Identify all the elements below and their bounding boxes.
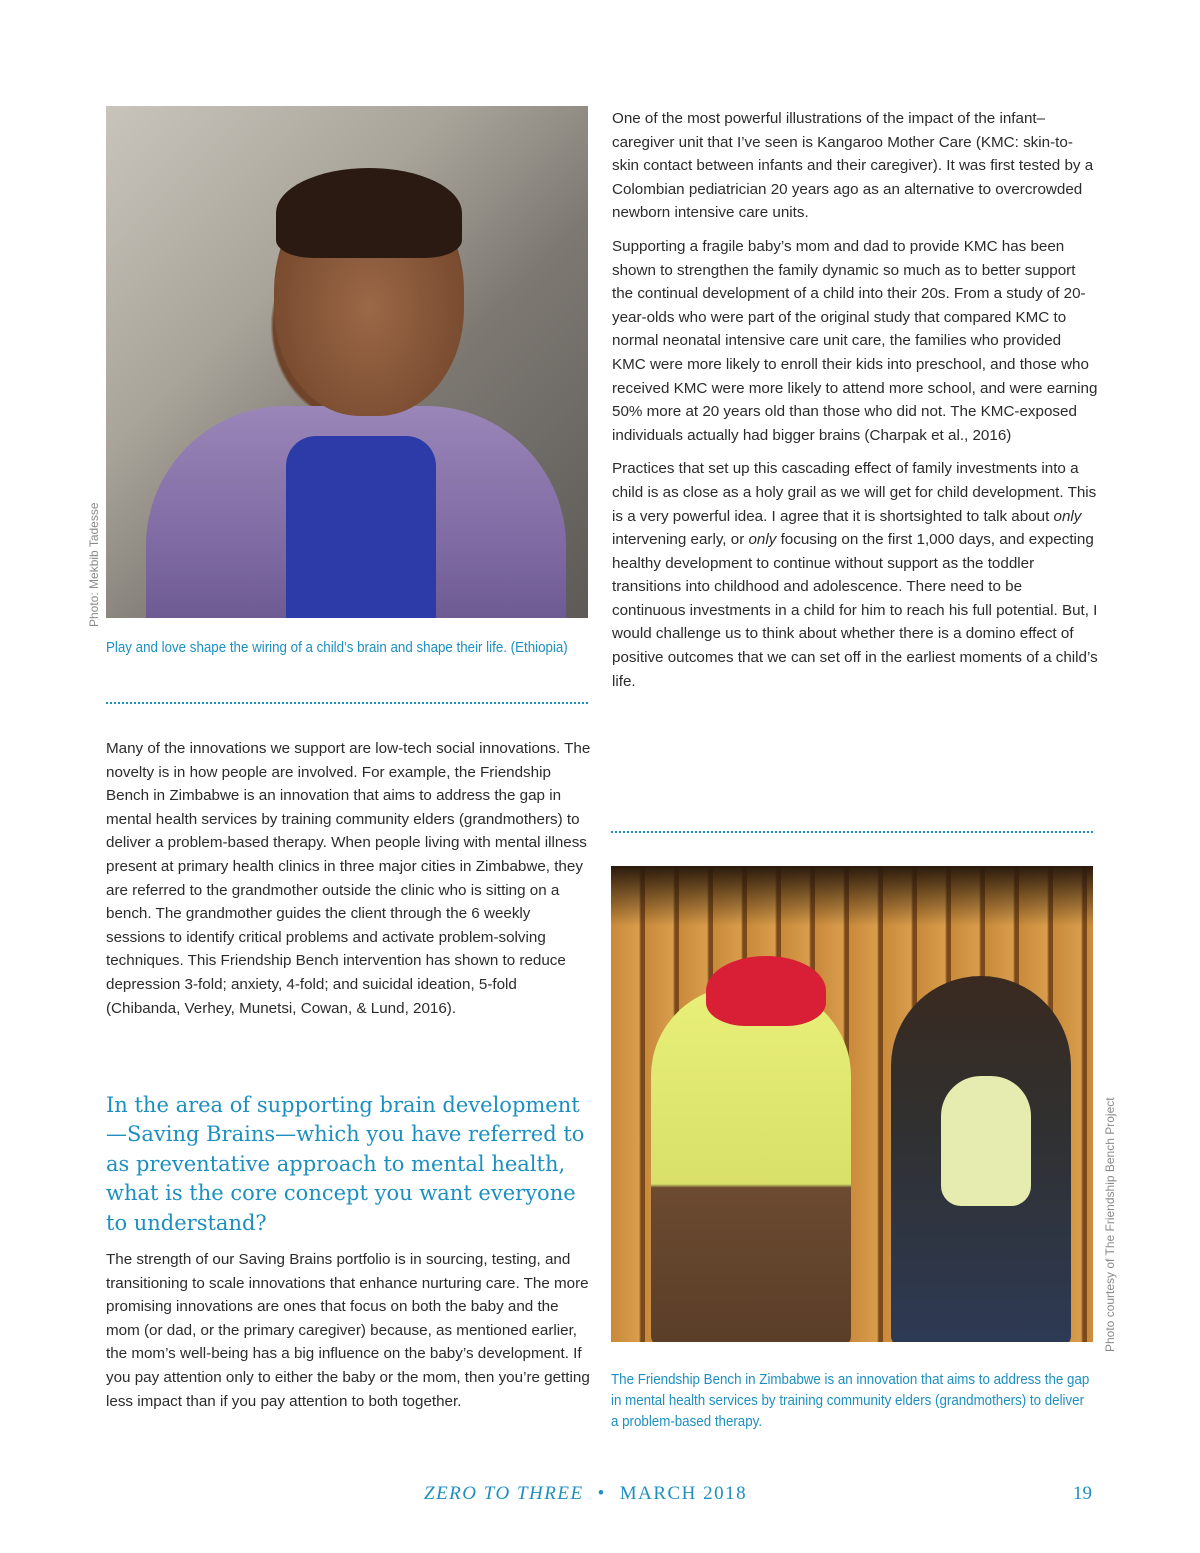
issue-date: MARCH 2018 [619,1483,748,1504]
dotted-divider-right [611,831,1093,833]
left-paragraph-2: The strength of our Saving Brains portfolio is in sourcing, testing, and transitioning to scale innovations that enhance nurturing care. The more promising innovations are ones that focus on both the baby and the mom (or dad, or the primary caregiver) because, as mentioned earlier, the mom’s well-being has a big influence on the baby’s development. If you pay attention only to either the baby or the mom, then you’re getting less impact than if you pay attention to both together. [106,1251,590,1410]
left-column-answer [106,1248,592,1423]
left-column-text [106,737,592,1030]
photo-credit-1: Photo: Mekbib Tadesse [87,502,101,627]
photo-caption-2: The Friendship Bench in Zimbabwe is an innovation that aims to address the gap in mental health services by training community elders (grandmothers) to deliver a problem-based therapy. [611,1372,1090,1430]
right-paragraph-3: Practices that set up this cascading effect of family investments into a child is as close as a holy grail as we will get for child development. This is a very powerful idea. I agree that it is shortsighted to talk about only intervening early, or only focusing on the first 1,000 days, and expecting healthy development to continue without support as the toddler transitions into childhood and adolescence. There need to be continuous investments in a child for him to reach his full potential. But, I would challenge us to think about whether there is a domino effect of positive outcomes that we can set off in the earliest moments of a child’s life. [612,460,1098,690]
footer-publication [424,1483,747,1505]
left-paragraph-1: Many of the innovations we support are low-tech social innovations. The novelty is in how people are involved. For example, the Friendship Bench in Zimbabwe is an innovation that aims to address the gap in mental health services by training community elders (grandmothers) to deliver a problem-based therapy. When people living with mental illness present at primary health clinics in three major cities in Zimbabwe, they are referred to the grandmother outside the clinic who is sitting on a bench. The grandmother guides the client through the 6 weekly sessions to identify critical problems and activate problem-solving techniques. This Friendship Bench intervention has shown to reduce depression 3-fold; anxiety, 4-fold; and suicidal ideation, 5-fold (Chibanda, Verhey, Munetsi, Cowan, & Lund, 2016). [106,740,591,1017]
photo-credit-2: Photo courtesy of The Friendship Bench Project [1103,1097,1117,1352]
photo-child-ethiopia [106,106,588,618]
photo-friendship-bench [611,866,1093,1342]
photo-caption-1: Play and love shape the wiring of a child’s brain and shape their life. (Ethiopia) [106,640,568,656]
interview-question-heading: In the area of supporting brain development—Saving Brains—which you have referred to as preventative approach to mental health, what is the core concept you want everyone to understand? [106,1093,585,1235]
page-number: 19 [1073,1483,1092,1504]
publication-name: ZERO TO THREE [424,1483,584,1504]
dotted-divider-left [106,702,588,704]
right-paragraph-2: Supporting a fragile baby’s mom and dad to provide KMC has been shown to strengthen the family dynamic so much as to better support the continual development of a child into their 20s. From a study of 20-year-olds who were part of the original study that compared KMC to normal neonatal intensive care unit care, the families who provided KMC were more likely to enroll their kids into preschool, and those who received KMC were more likely to attend more school, and were earning 50% more at 20 years old than those who did not. The KMC-exposed individuals actually had bigger brains (Charpak et al., 2016) [612,237,1098,444]
right-paragraph-1: One of the most powerful illustrations of the impact of the infant–caregiver unit that I’ve seen is Kangaroo Mother Care (KMC: skin-to-skin contact between infants and their caregiver). It was first tested by a Colombian pediatrician 20 years ago as an alternative to overcrowded newborn intensive care units. [612,110,1094,222]
footer-separator: • [597,1483,606,1504]
right-column-text [612,107,1098,703]
